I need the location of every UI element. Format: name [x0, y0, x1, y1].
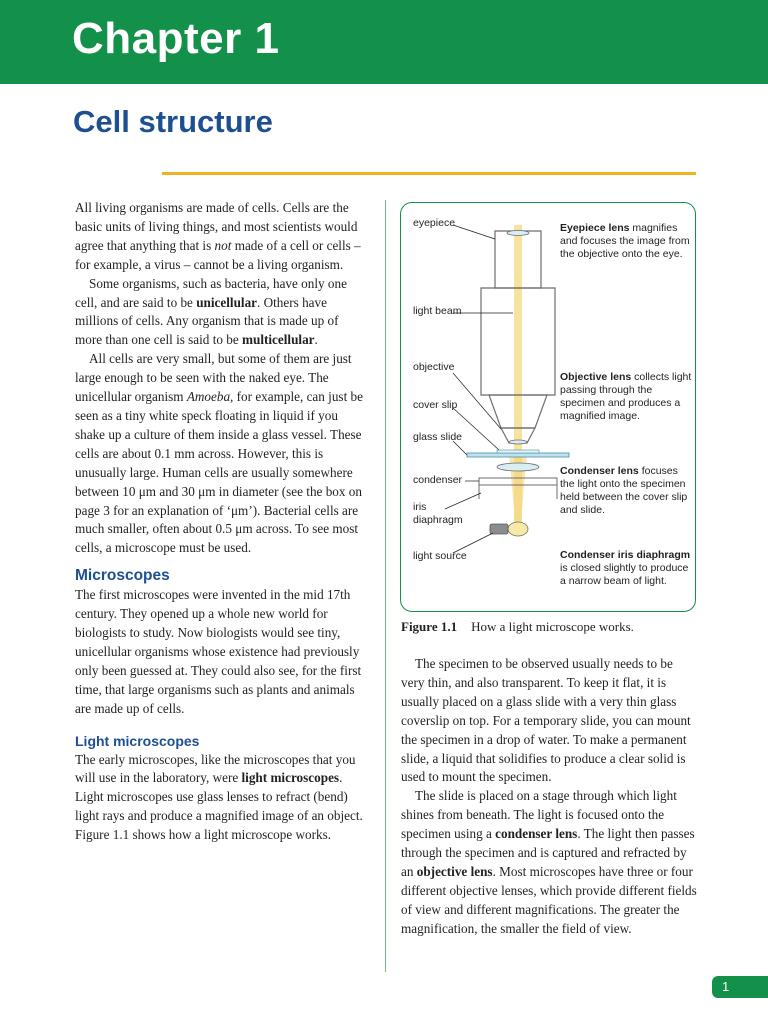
paragraph-intro: All living organisms are made of cells. Cells are the basic units of living things, and most scientists would agree that anything that is not made of a cell or cells – for example, a virus – cannot be a living organism.: [75, 200, 361, 272]
cover-slip: [497, 450, 539, 453]
right-column: [401, 655, 697, 939]
leader-iris: [445, 493, 481, 509]
label-cover-slip: cover slip: [413, 399, 458, 411]
figure-caption: Figure 1.1 How a light microscope works.: [401, 619, 634, 634]
label-eyepiece: eyepiece: [413, 217, 456, 229]
column-divider: [385, 200, 386, 972]
label-light-source: light source: [413, 550, 467, 562]
label-iris: iris: [413, 501, 427, 513]
note-eyepiece-lens: Eyepiece lens magnifies and focuses the image from the objective onto the eye.: [560, 222, 690, 260]
note-objective-lens: Objective lens collects light passing through the specimen and produces a magnified image.: [560, 371, 692, 422]
label-diaphragm: diaphragm: [413, 514, 463, 526]
glass-slide: [467, 453, 569, 457]
paragraph-light-microscopes: The early microscopes, like the microscopes that you will use in the laboratory, were light microscopes. Light microscopes use glass lenses to refract (bend) light rays and produce a magnified image of an object. Figure 1.1 shows how a light microscope works.: [75, 751, 363, 843]
condenser-lens: [497, 463, 539, 471]
figure-microscope: [400, 202, 696, 612]
light-bulb: [508, 522, 528, 536]
note-condenser-lens: Condenser lens focuses the light onto the specimen held between the cover slip and slide.: [560, 465, 688, 516]
chapter-title: Chapter 1: [72, 14, 280, 63]
left-column: [75, 199, 367, 845]
heading-microscopes: Microscopes: [75, 567, 170, 585]
heading-light-microscopes: Light microscopes: [75, 732, 200, 749]
paragraph-unicellular: Some organisms, such as bacteria, have only one cell, and are said to be unicellular. Others have millions of cells. Any organism that is made up of more than one cell is said to be multicellular.: [75, 275, 347, 348]
chapter-header-bar: [0, 0, 768, 84]
page-number: 1: [712, 976, 768, 998]
title-rule: [162, 172, 696, 175]
leader-eyepiece: [453, 225, 495, 239]
label-objective: objective: [413, 361, 455, 373]
section-title: Cell structure: [73, 104, 273, 139]
leader-cover-slip: [453, 408, 499, 450]
paragraph-cell-size: All cells are very small, but some of them are just large enough to be seen with the naked eye. The unicellular organism Amoeba, for example, can just be seen as a tiny white speck floating in liquid if you shake up a culture of them inside a glass vessel. These cells are about 0.1 mm across. However, this is unusually large. Human cells are usually somewhere between 10 μm and 30 μm in diameter (see the box on page 3 for an explanation of ‘μm’). Bacterial cells are much smaller, often about 0.5 μm across. To see most cells, a microscope must be used.: [75, 351, 363, 556]
eyepiece-lens: [507, 231, 529, 236]
label-light-beam: light beam: [413, 305, 462, 317]
label-condenser: condenser: [413, 474, 463, 486]
objective-lens: [509, 440, 527, 444]
bulb-base: [490, 524, 508, 534]
paragraph-stage: The slide is placed on a stage through which light shines from beneath. The light is focused onto the specimen using a condenser lens. The light then passes through the specimen and is captured and refracted by an objective lens. Most microscopes have three or four different objective lenses, which provide different fields of view and different magnifications. The greater the magnification, the smaller the field of view.: [401, 788, 697, 936]
label-glass-slide: glass slide: [413, 431, 463, 443]
note-iris-diaphragm: Condenser iris diaphragm is closed slightly to produce a narrow beam of light.: [560, 549, 691, 587]
leader-objective: [453, 373, 501, 429]
paragraph-microscopes: The first microscopes were invented in the mid 17th century. They opened up a whole new world for biologists to study. Now biologists would see tiny, unicellular organisms whose existence had previously only been guessed at. They could also see, for the first time, that large organisms such as plants and animals are made up of cells.: [75, 587, 362, 716]
paragraph-specimen: The specimen to be observed usually needs to be very thin, and also transparent. To keep it flat, it is usually placed on a glass slide with a very thin glass coverslip on top. For a temporary slide, you can mount the specimen in a drop of water. To make a permanent slide, a liquid that solidifies to produce a clear solid is used to mount the specimen.: [401, 656, 691, 785]
